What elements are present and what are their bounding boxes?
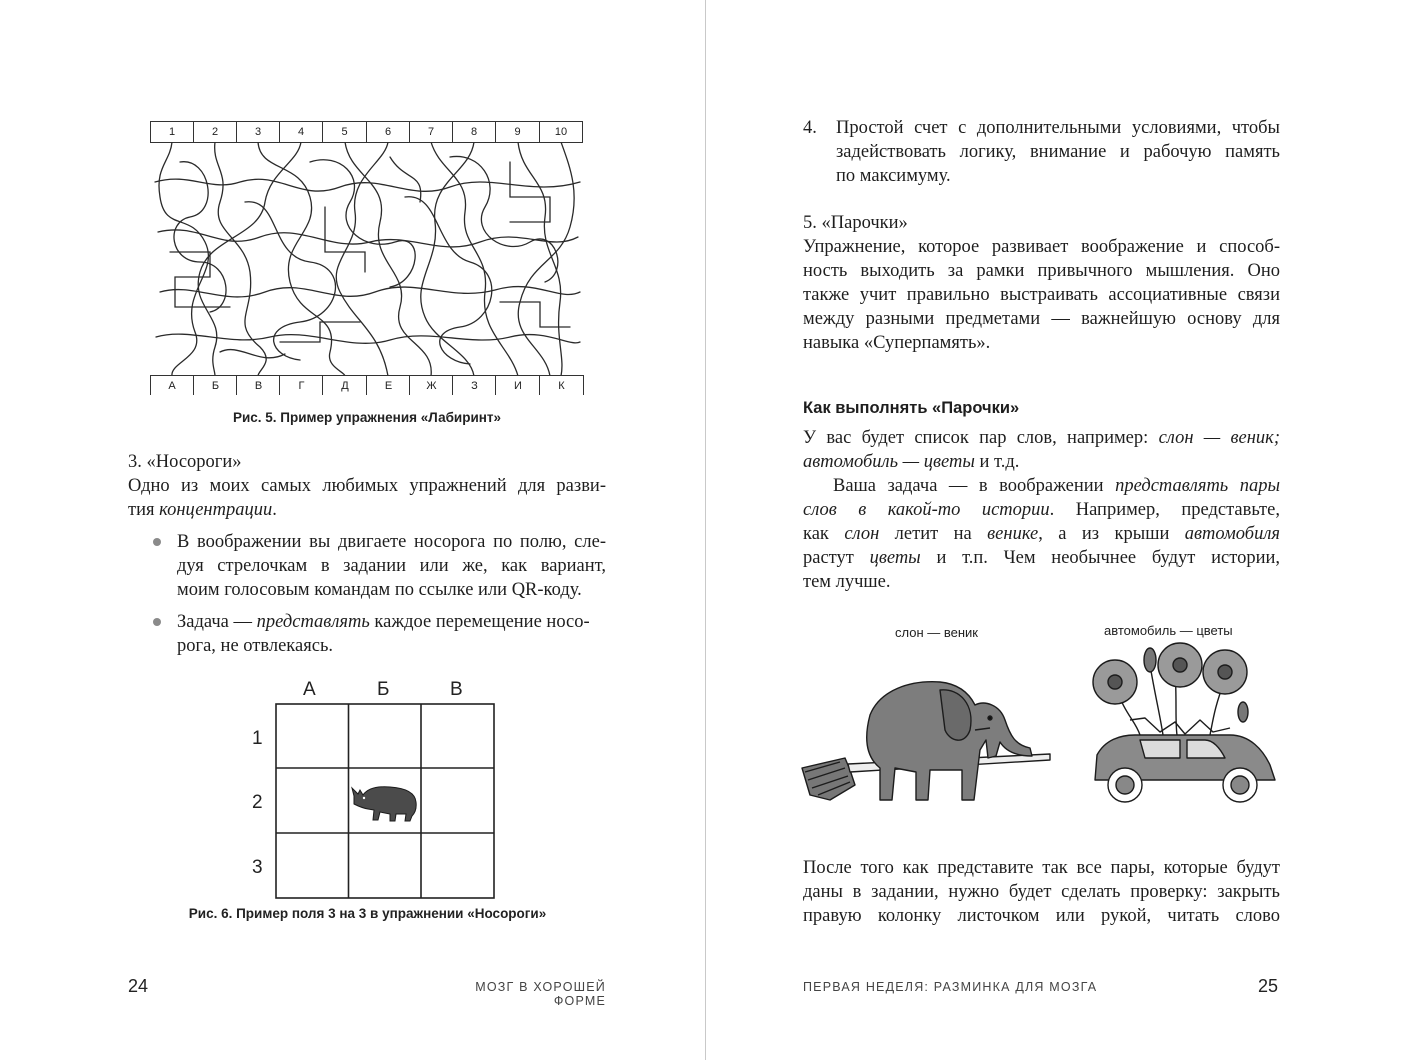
howto-p2-line: растут цветы и т.п. Чем необычнее будут истории,: [803, 548, 1280, 568]
grid-col-label: Б: [377, 679, 390, 700]
maze-paths-drawing: [150, 142, 584, 376]
bullet2-line: Задача — представлять каждое перемещение носо-: [177, 612, 590, 632]
book-spine: [705, 0, 706, 1060]
grid-col-label: А: [303, 679, 316, 700]
rhino-icon: [350, 780, 420, 822]
bullet-dot: [153, 538, 161, 546]
grid-col-label: В: [450, 679, 463, 700]
maze-caption: Рис. 5. Пример упражнения «Лабиринт»: [232, 410, 502, 425]
grid-row-label: 3: [252, 857, 263, 878]
grid-row-label: 1: [252, 728, 263, 749]
bullet1-line: дуя стрелочкам в задании или же, как вариант,: [177, 556, 606, 576]
howto-p2-line: как слон летит на венике, а из крыши автомобиля: [803, 524, 1280, 544]
item3-intro-line: Одно из моих самых любимых упражнений для разви-: [128, 476, 606, 496]
maze-top-label: 3: [236, 121, 280, 143]
running-title-left: МОЗГ В ХОРОШЕЙ ФОРМЕ: [475, 980, 606, 1008]
bullet-dot: [153, 618, 161, 626]
item5-line: также учит правильно выстраивать ассоциативные связи: [803, 285, 1280, 305]
maze-bottom-label: В: [236, 375, 280, 395]
item4-line: по максимуму.: [836, 166, 951, 186]
item4-number: 4.: [803, 118, 817, 138]
closing-line: правую колонку листочком или рукой, читать слово: [803, 906, 1280, 926]
howto-heading: Как выполнять «Парочки»: [803, 399, 1020, 417]
maze-top-label: 4: [279, 121, 323, 143]
maze-top-label: 5: [322, 121, 367, 143]
page-number-right: 25: [1258, 976, 1279, 996]
item5-line: Упражнение, которое развивает воображение и способ-: [803, 237, 1280, 257]
maze-bottom-label: И: [495, 375, 540, 395]
maze-bottom-label: Е: [366, 375, 410, 395]
closing-line: После того как представите так все пары, которые будут: [803, 858, 1280, 878]
maze-bottom-label: Б: [193, 375, 237, 395]
car-flowers-icon: [1085, 640, 1285, 815]
maze-top-label: 7: [409, 121, 453, 143]
maze-bottom-label: Ж: [409, 375, 453, 395]
howto-p2-line: Ваша задача — в воображении представлять пары: [833, 476, 1281, 496]
maze-bottom-label: З: [452, 375, 496, 395]
item4-line: задействовать логику, внимание и рабочую память: [836, 142, 1280, 162]
item3-intro-line: тия концентрации.: [128, 500, 277, 520]
closing-line: даны в задании, нужно будет сделать проверку: закрыть: [803, 882, 1280, 902]
emphasis-concentration: концентрации: [159, 500, 273, 520]
running-title-right: ПЕРВАЯ НЕДЕЛЯ: РАЗМИНКА ДЛЯ МОЗГА: [803, 980, 1098, 994]
elephant-broom-icon: [800, 660, 1055, 810]
illustration-label-elephant: слон — веник: [895, 625, 978, 640]
maze-top-label: 9: [495, 121, 540, 143]
maze-top-label: 8: [452, 121, 496, 143]
item4-line: Простой счет с дополнительными условиями, чтобы: [836, 118, 1280, 138]
maze-bottom-label: А: [150, 375, 194, 395]
maze-top-label: 1: [150, 121, 194, 143]
maze-top-label: 6: [366, 121, 410, 143]
illustration-label-car: автомобиль — цветы: [1104, 623, 1233, 638]
item3-heading: 3. «Носороги»: [128, 452, 242, 472]
maze-bottom-label: К: [539, 375, 583, 395]
item5-line: между разными предметами — важнейшую основу для: [803, 309, 1280, 329]
howto-p1-line: автомобиль — цветы и т.д.: [803, 452, 1020, 472]
howto-p2-line: тем лучше.: [803, 572, 891, 592]
maze-top-label: 2: [193, 121, 237, 143]
maze-bottom-label: Г: [279, 375, 323, 395]
bullet2-line: рога, не отвлекаясь.: [177, 636, 334, 656]
maze-bottom-label: Д: [322, 375, 367, 395]
bullet1-line: моим голосовым командам по ссылке или QR-коду.: [177, 580, 582, 600]
bullet1-line: В воображении вы двигаете носорога по полю, сле-: [177, 532, 606, 552]
grid-caption: Рис. 6. Пример поля 3 на 3 в упражнении «Носороги»: [188, 906, 547, 921]
howto-p2-line: слов в какой-то истории. Например, представьте,: [803, 500, 1280, 520]
item5-line: навыка «Суперпамять».: [803, 333, 991, 353]
item5-line: ность выходить за рамки привычного мышления. Оно: [803, 261, 1280, 281]
howto-p1-line: У вас будет список пар слов, например: слон — веник;: [803, 428, 1280, 448]
grid-row-label: 2: [252, 792, 263, 813]
maze-top-label: 10: [539, 121, 583, 143]
item5-heading: 5. «Парочки»: [803, 213, 908, 233]
page-number-left: 24: [128, 976, 149, 996]
